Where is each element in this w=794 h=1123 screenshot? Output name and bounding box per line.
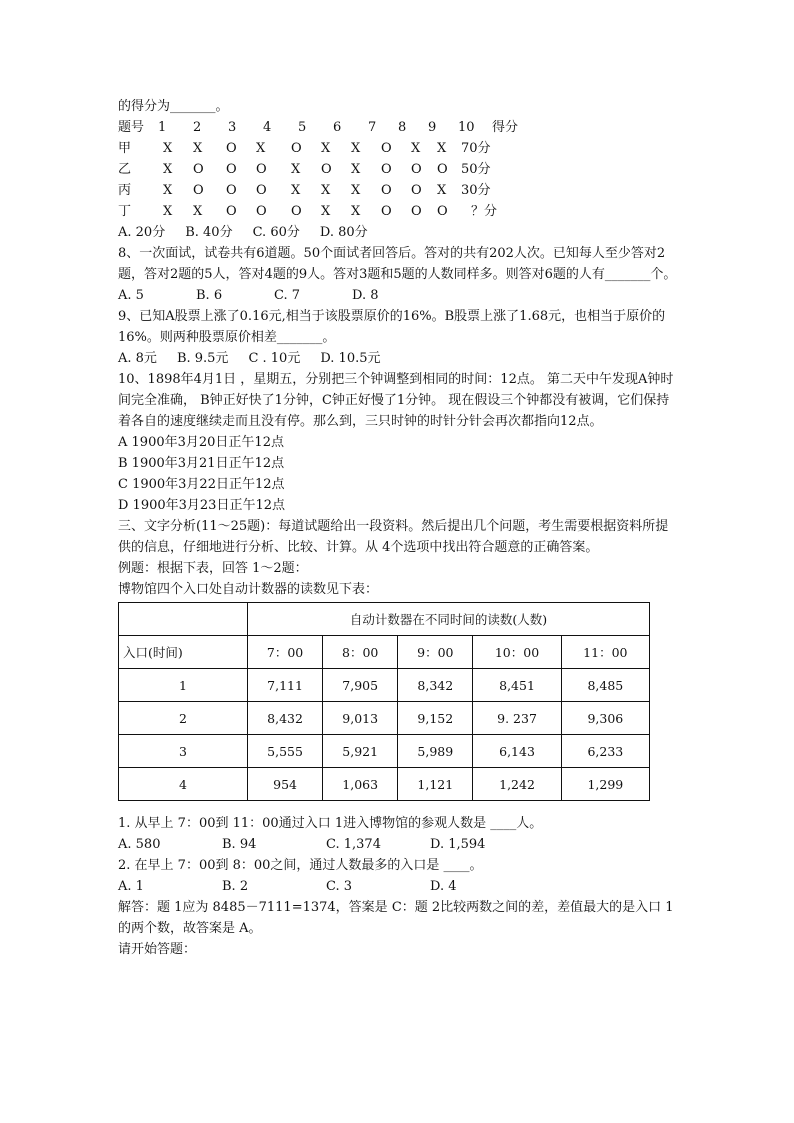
score-header-cell: 1	[158, 120, 167, 135]
table-cell: 7,111	[248, 669, 323, 702]
table-cell: 954	[248, 768, 323, 801]
table-cell: 9,013	[323, 702, 398, 735]
option: C. 3	[326, 879, 353, 894]
table-cell: 6,233	[561, 735, 649, 768]
score-cell: X	[351, 162, 361, 177]
column-header: 9：00	[398, 636, 473, 669]
score-cell: X	[321, 141, 331, 156]
score-header-cell: 2	[193, 120, 202, 135]
option: C . 10元	[248, 351, 301, 366]
column-header: 7：00	[248, 636, 323, 669]
score-cell: X	[321, 183, 331, 198]
score-header-cell: 6	[333, 120, 342, 135]
score-cell: X	[163, 162, 173, 177]
score-cell: O	[437, 204, 448, 219]
table-cell: 5,921	[323, 735, 398, 768]
column-header: 10：00	[473, 636, 561, 669]
option: D. 10.5元	[320, 351, 381, 366]
score-header-cell: 9	[428, 120, 437, 135]
score-cell: O	[437, 162, 448, 177]
example-question-2-options	[118, 876, 678, 897]
score-cell: O	[256, 183, 267, 198]
score-cell: X	[256, 141, 266, 156]
option: D. 80分	[319, 225, 368, 240]
score-cell: X	[193, 141, 203, 156]
score-cell: O	[321, 162, 332, 177]
option: B. 2	[222, 879, 249, 894]
score-cell: O	[226, 204, 237, 219]
table-cell: 9,152	[398, 702, 473, 735]
score-cell: X	[163, 183, 173, 198]
table-cell: 1,121	[398, 768, 473, 801]
document-page	[118, 96, 678, 960]
example-question-2: 2. 在早上 7：00到 8：00之间，通过人数最多的入口是 ____。	[118, 858, 483, 873]
table-cell: 8,451	[473, 669, 561, 702]
column-header: 11：00	[561, 636, 649, 669]
table-cell: 6,143	[473, 735, 561, 768]
score-table-header	[118, 117, 678, 138]
q10-option: C 1900年3月22日正午12点	[118, 477, 285, 492]
score-cell: O	[226, 141, 237, 156]
option: C. 1,374	[326, 837, 381, 852]
score-cell: O	[226, 183, 237, 198]
score-header-cell: 5	[298, 120, 307, 135]
score-cell: X	[351, 141, 361, 156]
score-cell: O	[381, 162, 392, 177]
score-cell: O	[411, 183, 422, 198]
score-cell: O	[291, 204, 302, 219]
q8-text: 8、一次面试，试卷共有6道题。50个面试者回答后。答对的共有202人次。已知每人至少答对2题，答对2题的5人，答对4题的9人。答对3题和5题的人数同样多。则答对6题的人有_______个。	[118, 246, 677, 282]
q10-option: D 1900年3月23日正午12点	[118, 498, 285, 513]
score-header-cell: 得分	[492, 120, 519, 135]
score-cell: X	[437, 141, 447, 156]
score-cell: 乙	[118, 162, 132, 177]
example-question-1: 1. 从早上 7：00到 11：00通过入口 1进入博物馆的参观人数是 ____人。	[118, 816, 543, 831]
option: B. 40分	[185, 225, 233, 240]
option: A. 5	[118, 288, 144, 303]
table-cell: 1,063	[323, 768, 398, 801]
score-cell: O	[381, 204, 392, 219]
example-question-1-options	[118, 834, 678, 855]
answer-explanation: 解答：题 1应为 8485－7111=1374，答案是 C：题 2比较两数之间的差，差值最大的是入口 1的两个数，故答案是 A。	[118, 900, 674, 936]
score-cell: X	[291, 162, 301, 177]
table-cell: 8,342	[398, 669, 473, 702]
score-cell: 30分	[461, 183, 491, 198]
score-cell: X	[193, 204, 203, 219]
score-cell: X	[351, 183, 361, 198]
score-header-cell: 8	[398, 120, 407, 135]
score-header-cell: 7	[368, 120, 377, 135]
table-row	[119, 669, 650, 702]
option: D. 4	[430, 879, 457, 894]
column-header: 8：00	[323, 636, 398, 669]
score-cell: X	[291, 183, 301, 198]
score-cell: O	[226, 162, 237, 177]
score-header-cell: 4	[263, 120, 272, 135]
score-table-row	[118, 201, 678, 222]
score-cell: X	[437, 183, 447, 198]
score-header-cell: 3	[228, 120, 237, 135]
score-cell: 70分	[461, 141, 491, 156]
table-cell: 1	[119, 669, 248, 702]
table-caption: 博物馆四个入口处自动计数器的读数见下表：	[118, 582, 379, 597]
q7-lead: 的得分为_______。	[118, 99, 229, 114]
score-cell: O	[291, 141, 302, 156]
q10-option: B 1900年3月21日正午12点	[118, 456, 285, 471]
table-row	[119, 735, 650, 768]
score-cell: 50分	[461, 162, 491, 177]
option: C. 60分	[252, 225, 300, 240]
table-cell: 8,485	[561, 669, 649, 702]
table-cell: 5,555	[248, 735, 323, 768]
score-cell: O	[411, 162, 422, 177]
option: D. 1,594	[430, 837, 486, 852]
table-cell: 9. 237	[473, 702, 561, 735]
option: A. 580	[118, 837, 161, 852]
table-row	[119, 768, 650, 801]
section3-intro: 三、文字分析(11～25题)：每道试题给出一段资料。然后提出几个问题，考生需要根据资料所提供的信息，仔细地进行分析、比较、计算。从 4个选项中找出符合题意的正确答案。	[118, 519, 669, 555]
q9-text: 9、已知A股票上涨了0.16元,相当于该股票原价的16%。B股票上涨了1.68元，也相当于原价的16%。则两种股票原价相差_______。	[118, 309, 666, 345]
q10-text: 10、1898年4月1日 ，星期五，分别把三个钟调整到相同的时间：12点。 第二天中午发现A钟时间完全准确， B钟正好快了1分钟，C钟正好慢了1分钟。 现在假设三个钟都没有被调，它们保持着各自的速度继续走而且没有停。那么到，三只时钟的时针分针会再次都指向12点。	[118, 372, 674, 429]
option: B. 94	[222, 837, 257, 852]
column-header: 入口(时间)	[119, 636, 248, 669]
score-cell: X	[351, 204, 361, 219]
table-cell: 9,306	[561, 702, 649, 735]
table-title: 自动计数器在不同时间的读数(人数)	[248, 603, 650, 636]
score-cell: X	[411, 141, 421, 156]
score-cell: 丁	[118, 204, 132, 219]
score-table-row	[118, 180, 678, 201]
score-cell: X	[163, 141, 173, 156]
q8-options	[118, 285, 678, 306]
table-cell: 3	[119, 735, 248, 768]
table-cell: 4	[119, 768, 248, 801]
score-header-cell: 10	[458, 120, 475, 135]
start-prompt: 请开始答题：	[118, 942, 197, 957]
option: A. 8元	[118, 351, 157, 366]
table-row	[119, 702, 650, 735]
score-table-row	[118, 159, 678, 180]
option: D. 8	[352, 288, 379, 303]
q7-options	[118, 222, 678, 243]
score-cell: X	[321, 204, 331, 219]
score-cell: O	[411, 204, 422, 219]
q10-option: A 1900年3月20日正午12点	[118, 435, 284, 450]
option: B. 9.5元	[176, 351, 229, 366]
table-cell: 1,242	[473, 768, 561, 801]
q9-options	[118, 348, 678, 369]
score-cell: ？分	[471, 204, 498, 219]
score-cell: O	[381, 141, 392, 156]
option: C. 7	[274, 288, 301, 303]
table-cell: 1,299	[561, 768, 649, 801]
score-header-cell: 题号	[118, 120, 145, 135]
table-cell: 8,432	[248, 702, 323, 735]
option: B. 6	[196, 288, 223, 303]
score-cell: O	[193, 183, 204, 198]
score-table-row	[118, 138, 678, 159]
score-cell: O	[256, 204, 267, 219]
option: A. 20分	[118, 225, 166, 240]
example-heading: 例题：根据下表，回答 1～2题：	[118, 561, 308, 576]
counter-table	[118, 602, 650, 801]
table-cell: 7,905	[323, 669, 398, 702]
score-cell: O	[193, 162, 204, 177]
score-cell: X	[163, 204, 173, 219]
score-cell: O	[256, 162, 267, 177]
table-cell: 2	[119, 702, 248, 735]
table-cell: 5,989	[398, 735, 473, 768]
score-cell: O	[381, 183, 392, 198]
option: A. 1	[118, 879, 144, 894]
score-cell: 丙	[118, 183, 132, 198]
score-cell: 甲	[118, 141, 132, 156]
